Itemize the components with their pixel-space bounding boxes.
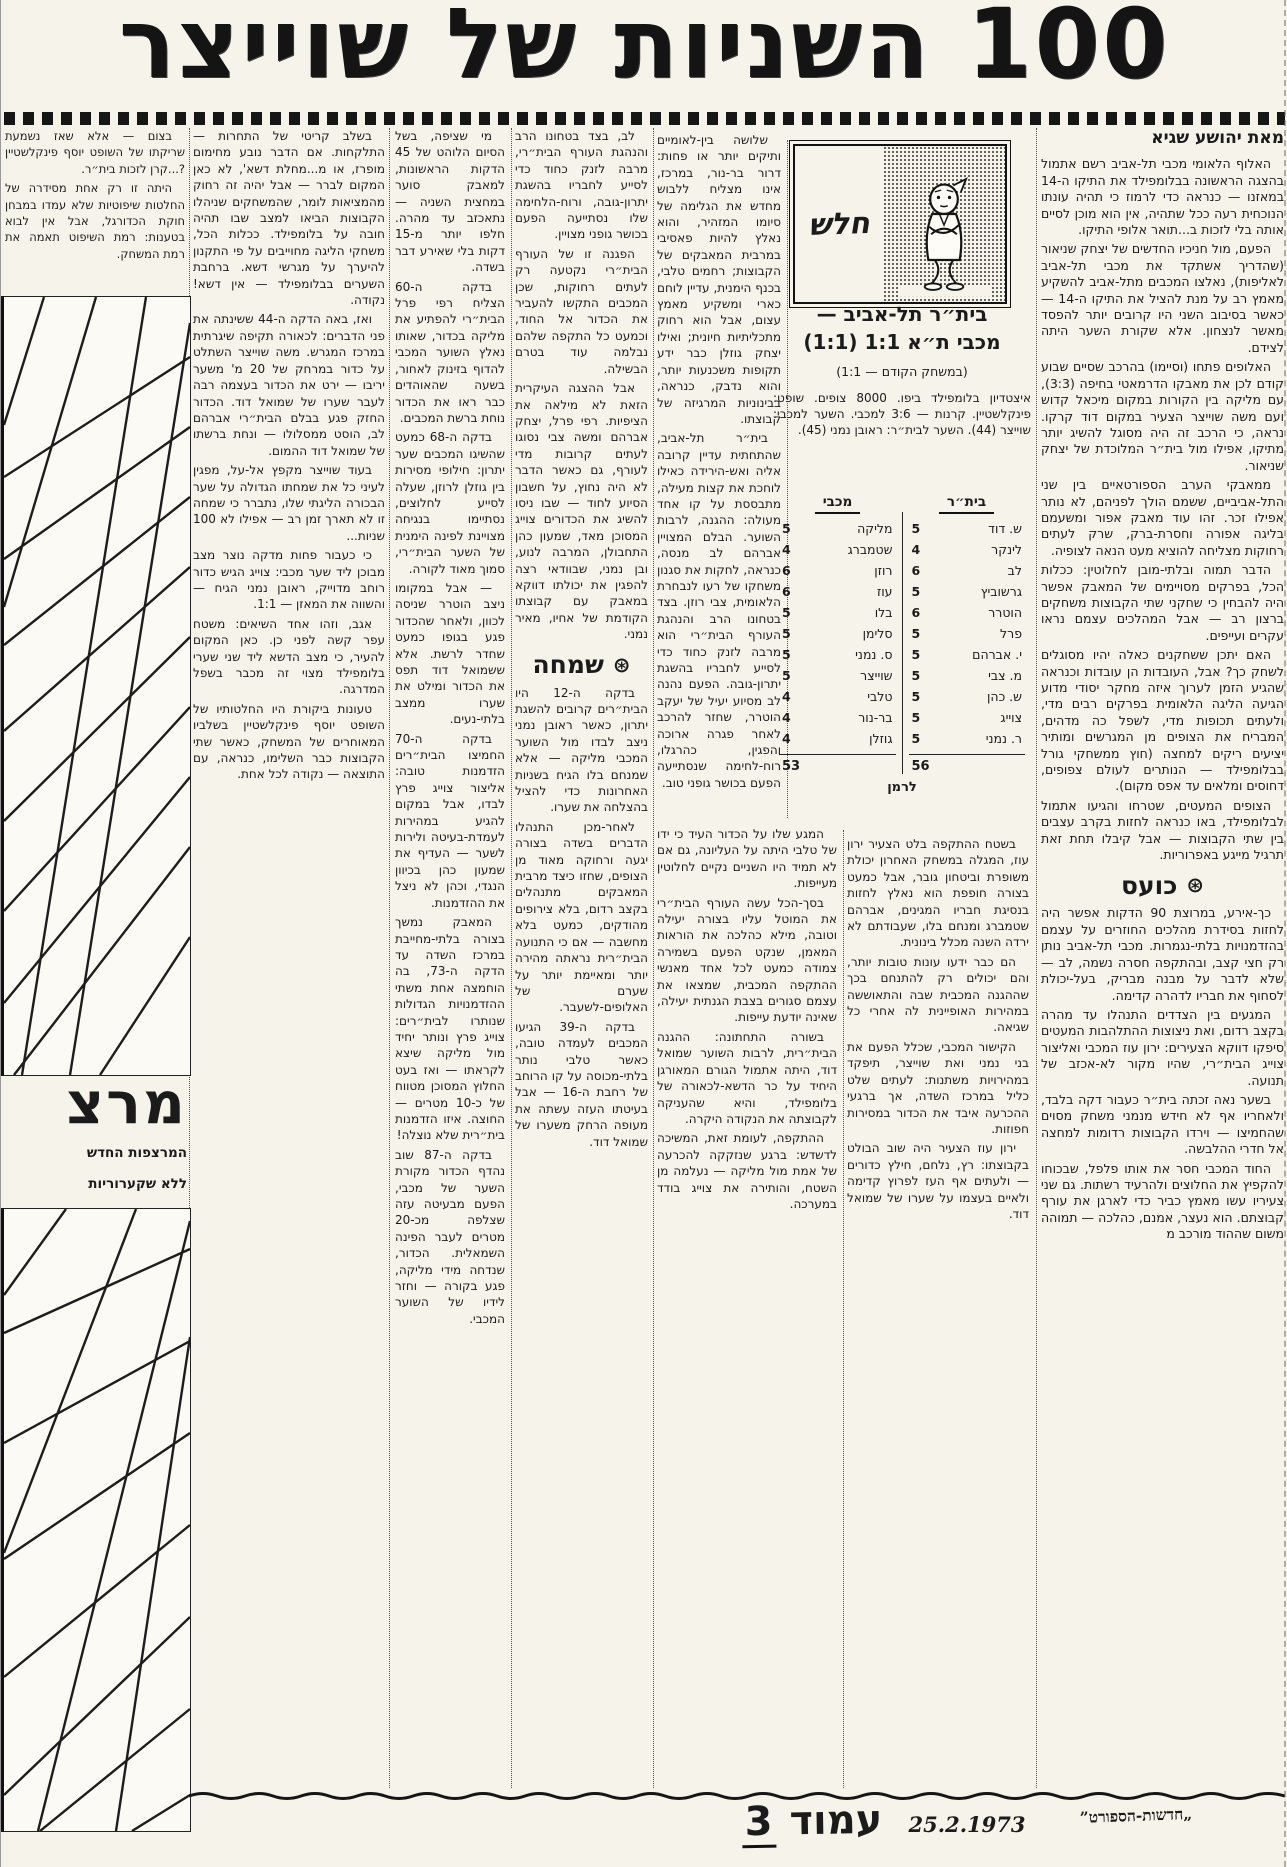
stadium-photo-top	[1, 296, 191, 1076]
report-body-top	[1041, 156, 1284, 863]
player-rating-row: גרשוביץ 5	[911, 584, 1022, 599]
player-rating-row: ר. נמני 5	[911, 731, 1022, 746]
column-defense-review	[515, 128, 648, 1790]
cartoon-box	[789, 140, 1011, 308]
paragraph: כי כעבור פחות מדקה נוצר מצב מבוכן ליד שער מכבי: צוייג הגיש כדור רוחב מדוייק, ראובן נמני הגיח — והשווה את המאזן — 1:1.	[193, 548, 385, 612]
paragraph: בעוד שוייצר מקפץ אל-על, מפגין לעיני כל את שמחתו הגדולה על שער הבכורה הליגתי שלו, נתברר כי שמחה זו לא תארך זמן רב — אפילו לא 100 שניות...	[193, 463, 385, 543]
player-rating-row: גוזלן 4	[782, 731, 893, 746]
cartoon-frame	[793, 144, 1007, 304]
paragraph: היתה זו רק אחת מסידרה של החלטות שיפוטיות שלא עמדו במבחן חוקת הכדורגל, אבל אין לבוא בטענות: רמת השיפוט תאמה את רמת המשחק.	[5, 181, 185, 261]
paragraph: הפעם, מול חניכיו החדשים של יצחק שניאור (שהדריך אשתקד את מכבי תל-אביב לאליפות), נאלצו המכבים מתל-אביב להשקיע מאמץ רב על מנת להציל את התיקו ה-14 — כאשר בסיבוב השני היו קרובים יותר להפסד מאשר לנצחון. אלא שקורת השער היתה לצידם.	[1041, 241, 1284, 355]
column-analysis-top	[657, 132, 781, 820]
team-total-maccabi: 53	[779, 754, 896, 774]
paragraph: בדקה ה-39 הגיעו המכבים לעמדה טובה, כאשר טלבי נותר בלתי-מכוסה על קו הרוחב של רחבת ה-16 — אבל בעיטתו העזה עשתה את מעופה הרחק משערו של שמואל דוד.	[515, 1019, 648, 1149]
column-divider	[389, 128, 390, 1788]
column-divider	[653, 128, 654, 1788]
player-rating-row: ש. כהן 5	[911, 689, 1022, 704]
newspaper-name: „חדשות-הספורט”	[1079, 1804, 1193, 1827]
paragraph: הם כבר ידעו עונות טובות יותר, והם יכולים רק להתנחם בכך שההגנה המכבית שבה והתאוששה במהירות האופיינית לה אחרי כל שגיאה.	[847, 954, 1029, 1035]
match-title-home: בית״ר תל-אביב —	[816, 302, 988, 326]
player-ratings-table	[773, 494, 1031, 795]
player-rating-row: הוטרר 6	[911, 605, 1022, 620]
flower-ornament-icon: ⊛	[1186, 873, 1204, 898]
ratings-column-beitar	[902, 512, 1032, 774]
paragraph: בשער נאה זכתה בית״ר כעבור דקה בלבד, ולאחריו אף לא חידש מנמני משחק מסוים שהחמיצו — וירדו הקבוצות רדומות למחצה אל חדרי ההלבשה.	[1041, 1091, 1284, 1157]
paragraph: — אבל במקומו ניצב הוטרר שניסה לכוון, ולאחר שהכדור פגע בגופו כמעט שחדר לרשת. אלא ששמואל דוד תפס את הכדור ומילט את שערו ממצב בלתי-נעים.	[395, 580, 505, 727]
paragraph: לאחר-מכן התנהלו הדברים בשדה בצורה יגעה ורחוקה מאוד מן הצופים, שחזו כיצד מרבית המאבקים מתנהלים בקצב רדום, בלא צירופים מהודקים, כמעט בלא מחשבה — אם כי התנועה הבית״רית נראתה מהירה יותר ומאיימת יותר על שערם של האלופים-לשעבר.	[515, 819, 648, 1015]
paragraph: המגעים בין הצדדים התנהלו עד מהרה בקצב רדום, ואת ניצוצות ההתלהבות המעטים סיפקו דווקא הצעירים: ירון עוז המכבי ואליצור צוייג הבית״רי, שהיו מקור לא-אכזב של תנועה.	[1041, 1006, 1284, 1088]
player-rating-row: שוייצר 5	[782, 668, 893, 683]
paragraph: האם יתכן ששחקנים כאלה יהיו מסוגלים לשחק כך? אבל, העובדות הן עובדות וכנראה שהגיע הזמן לערוך איזה מחקר יסודי מדוע הגיעה הליגה הלאומית בפרקים רבים מדי, ולעתים תכופות מדי, לשפל כה מדהים, המבריח את הצופים מן המגרשים ומותיר יציעים ריקים למחצה (חוץ ממשחקי גורל בבלומפילד — הנותרים לעולם צפופים, דחוסים ומלאים עד אפס מקום).	[1041, 647, 1284, 794]
page-number	[727, 1797, 898, 1846]
paragraph: בדקה ה-12 היו הבית״רים קרובים להשגת יתרון, כאשר ראובן נמני ניצב לבדו מול השוער המכבי מליקה — אלא שמנחם בלו הגיח בשניות האחרונות כדי להציל בהצלחה את שערו.	[515, 685, 648, 815]
player-rating-row: סלימן 5	[782, 626, 893, 641]
section-heading-label: שמחה	[532, 649, 604, 679]
ratings-header-row	[773, 494, 1031, 512]
column-attack-review	[847, 836, 1029, 1790]
paragraph: כך-אירע, במרוצת 90 הדקות אפשר היה לחזות בסידרת מהלכים החוזרים על עצמם בהזדמנויות בלתי-נגמרות. מכבי תל-אביב נותן רק חצי קצב, ובהתקפה חסרה נשמה, לב — שלא לדבר על מבנה מבריק, בעל-יכולת לסחוף את חבריו לדהרה קדימה.	[1041, 905, 1284, 1003]
paragraph: בשורה התחתונה: ההגנה הבית״רית, לרבות השוער שמואל דוד, היתה אתמול הגורם המאורגן היחיד על כר הדשא-לכאורה של בלומפילד, והיא שהעניקה לקבוצתה את הנקודה היקרה.	[657, 1029, 837, 1126]
byline: מאת יהושע שגיא	[1151, 128, 1284, 148]
issue-date: 25.2.1973	[908, 1812, 1026, 1837]
paragraph: אבל ההצגה העיקרית הזאת לא מילאה את הציפיות. רפי פרל, יצחק אברהם ומשה צבי נסוגו לעתים קרובות מדי לעורף, גם כאשר הדבר לא היה נחוץ, על חשבון הסיוע לחוד — שבו ניסו להשיג את הכדורים צוייג המסוכן מאד, שמעון כהן התחבולן, המרבה לנוע, ובן נמני, שבוודאי רצה להפגין את יכולתו דווקא במאבק עם קבוצתו הקודמת של אחיו, מאיר נמני.	[515, 381, 648, 642]
report-body-bottom	[1041, 905, 1284, 1242]
paragraph: ואז, באה הדקה ה-44 ששינתה את פני הדברים: לכאורה תקיפה שיגרתית במרכז המגרש. משה שוייצר השתלט על כדור במרחק של 20 מ' משער יריבו — ירט את הכדור בעצמה רבה לעבר שערו של שמואל דוד. הכדור החזק פגע בבלם הבית״רי אברהם לב, הוסט ממסלולו — ונחת ברשתו של שמואל דוד ההמום.	[193, 312, 385, 458]
team-header-maccabi: מכבי	[773, 494, 902, 512]
team-header-beitar: בית״ר	[902, 494, 1031, 512]
paragraph: ממאבקי הערב הספורטאיים בין שני התל-אביביים, ששמם הולך לפניהם, לא נותר אפילו זכר. זהו עוד מאבק אפור ומשעמם בליגה אפורה וחסרת-ברק, שרק לעתים רחוקות מצליחה להוציא מעט הנאה לצופיה.	[1041, 477, 1284, 558]
paragraph: בשלב קריטי של התחרות — התלקחות. אם הדבר נובע מחימום מופרז, או מ...מחלת דשא', לא כאן המקום לברר — אבל יהיה זה רחוק מהמציאות לומר, שהמשחקים שניהלו הקבוצות הביאו למצב שבו תהיה חובה על בלומפילד. ככלות הכל, משחקי הליגה מחוייבים על פי התקנון להיערך על מגרשי דשא. ברחבת השערים בבלומפילד — אין דשא! נקודה.	[193, 129, 385, 308]
paragraph: בדקה ה-60 הצליח רפי פרל הבית״רי להפתיע את מליקה בכדור, שאותו נאלץ השוער המכבי להדוף בזינוק לאחור, בשעה שהאוהדים כבר ראו את הכדור נוחת ברשת המכבים.	[395, 279, 505, 425]
column-second-half	[193, 128, 385, 1790]
paragraph: הפגנה זו של העורף הבית״רי נקטעה רק לעתים רחוקות, שכן המכבים התקשו להעביר את הכדור אל החוד, וכמעט כל התקפה שלהם נבלמה עוד בטרם הבשילה.	[515, 246, 648, 376]
column-referee-note	[5, 128, 185, 296]
flower-ornament-icon: ⊛	[612, 652, 631, 677]
player-rating-row: לינקר 4	[911, 542, 1022, 557]
paragraph: בדקה ה-87 שוב נהדף הכדור מקורת השער של מכבי, הפעם מבעיטה עזה שצלפה מכ-20 מטרים לעבר הפינה השמאלית. הכדור, שנדחה מידי מליקה, פגע בקורה — וחזר לידיו של השוער המכבי.	[395, 1147, 505, 1326]
paragraph: הצופים המעטים, שטרחו והגיעו אתמול לבלומפילד, באו כנראה לחזות בקרב עצבים בין שתי הקבוצות — אבל קיבלו תחת זאת תרגיל מייגע באפרוריות.	[1041, 797, 1284, 863]
player-rating-row: ש. דוד 5	[911, 521, 1022, 536]
player-rating-row: טלבי 4	[782, 689, 893, 704]
player-rating-row: שטמברג 4	[782, 542, 893, 557]
player-rating-row: מליקה 5	[782, 521, 893, 536]
paragraph: המרצפות החדש	[86, 1144, 187, 1161]
paragraph: בשטח ההתקפה בלט הצעיר ירון עוז, המגלה במשחק האחרון יכולת משופרת וביטחון גובר, אבל כמעט בצורה חופפת הוא נאלץ לחזות בנסיגת חבריו המגינים, אברהם שטמברג ומנחם בלו, שעבודתם לא ירדה השנה מכלל בינונית.	[847, 837, 1029, 950]
weak-player-cartoon-icon	[883, 146, 1005, 302]
page-number-value: 3	[741, 1799, 776, 1849]
paragraph: בית״ר תל-אביב, שהתחתית עדיין קרובה אליה ואש-הירידה כאילו לוחכת את קצות מעילה, מתבססת על קו אחד מעולה: ההגנה, לרבות השוער. הבלם המצויין אברהם לב מנסה, כנראה, לחקות את סגנון משחקו של רעו לנבחרת הלאומית, צבי רוזן. בצד בטחונו הרב והנהגת העורף הבית״רי הוא מרבה לזנק כחוד כדי לסייע לחבריו בהשגת יתרון-גובה. הפעם נהנה לב מסיוע יעיל של יעקב הוטרר, שחזר להרכב לאחר פגרה ארוכה והפגין, כהרגלו, רוח-לחימה שנסתייעה הפעם בכושר גופני טוב.	[657, 431, 781, 790]
player-rating-row: צוייג 5	[911, 710, 1022, 725]
paragraph: טעונות ביקורת היו החלטותיו של השופט יוסף פינקלשטיין בשלביו המאוחרים של המשחק, כאשר שתי הקבוצות כבר השלימו, כנראה, עם התוצאה — נקודה לכל אחת.	[193, 701, 385, 782]
main-headline: 100 השניות של שוייצר	[118, 0, 1171, 100]
player-rating-row: לב 6	[911, 563, 1022, 578]
page-label: עמוד	[789, 1796, 883, 1845]
player-rating-row: מ. צבי 5	[911, 668, 1022, 683]
section-heading-label: כועס	[1121, 870, 1178, 900]
section-heading-simcha	[515, 649, 648, 679]
paragraph: המאבק נמשך בצורה בלתי-מחייבת במרכז השדה עד הדקה ה-73, בה הוחמצה אחת משתי ההזדמנויות הגדולות שנותרו לבית״רים: צוייג פרץ ונותר יחיד מול מליקה שיצא לקראתו — ואז בעט החלוץ המסוכן מטווח של כ-10 מטרים — החוצה. איזו הזדמנות בית״רית שלא נוצלה!	[395, 915, 505, 1143]
match-details: איצטדיון בלומפילד ביפו. 8000 צופים. שופט: פינקלשטיין. קרנות — 3:6 למכבי. השער למכבי: שוייצר (44). השער לבית״ר: ראובן נמני (45).	[773, 391, 1032, 437]
player-rating-row: רוזן 6	[782, 563, 893, 578]
paragraph: בסך-הכל עשה העורף הבית״רי את המוטל עליו בצורה יעילה וטובה, מילא כהלכה את הוראות המאמן, שנקט הפעם בשמירה צמודה כמעט לכל אחד מאנשי ההתקפה המכבית, שמצאו את עצמם סגורים בצבת הגנתית יעילה, שאינה יודעת עייפות.	[657, 895, 837, 1025]
previous-match-note: (במשחק הקודם — 1:1)	[836, 364, 968, 379]
stadium-photo-bottom	[1, 1208, 191, 1832]
paragraph: בדקה ה-68 כמעט שהשיגו המכבים שער יתרון: חילופי מסירות בין גוזלן לרוזן, שעלה לסייע לחלוצים, נסתיימו בנגיחה מצויינת לפינה הימנית של השער הבית״רי, סמוך מאוד לקורה.	[395, 430, 505, 576]
paragraph: הקישור המכבי, שכלל הפעם את בני נמני ואת שוייצר, תיפקד במהירויות משתנות: לעתים שלט כליל במרכז השדה, אך ברגעי ההכרעה איבד את הכדור במסירות חפוזות.	[847, 1039, 1029, 1136]
paragraph: אגב, וזהו אחד השיאים: משטח עפר קשה לפני כן. כאן המקום להעיר, כי מצב הדשא ליד שני שערי בלומפילד מצוי זה מכבר בשפל המדרגה.	[193, 616, 385, 697]
player-rating-row: פרל 5	[911, 626, 1022, 641]
player-rating-row: בר-נור 4	[782, 710, 893, 725]
column-divider	[843, 830, 844, 1788]
column-analysis-bottom	[657, 826, 837, 1790]
paragraph: האלופים פתחו (וסיימו) בהרכב שסיים שבוע קודם לכן את מאבקו הדרמאטי בחיפה (3:3), עם מליקה בין הקורות במקום מיכאל קדוש ועם משה שוייצר הצעיר במקום דוד קרקו. נראה, כי הרכב זה היה מסוגל להשיג יותר מתיקו, אפילו מול בית״ר המלוכדת של יצחק שניאור.	[1041, 359, 1284, 473]
player-rating-row: עוז 6	[782, 584, 893, 599]
paragraph: המגע שלו על הכדור העיד כי ידו של טלבי היתה על העליונה, גם אם לא תמיד היו השניים נקיים לחלוטין מעייפות.	[657, 827, 837, 891]
team-total-beitar: 56	[909, 754, 1026, 774]
column-minute-by-minute	[395, 128, 505, 1790]
player-rating-row: בלו 5	[782, 605, 893, 620]
column-main-report	[1041, 128, 1284, 1790]
ratings-footnote: לרמן	[887, 780, 917, 795]
paragraph: ההתקפה, לעומת זאת, המשיכה לדשדש: ברגע שנזקקה להכרעה של אמת מול מליקה — נעלמה מן השטח, והותירה את צוייג בודד במערכה.	[657, 1131, 837, 1211]
match-title-score: מכבי ת״א 1:1 (1:1)	[803, 330, 1001, 354]
paragraph: שלושה בין-לאומיים ותיקים יותר או פחות: דרור בר-נור, במרכז, אינו מצליח ללבוש מחדש את הגלימה של סיומו המזהיר, והוא נאלץ להיות פאסיבי במרבית המאבקים של הקבוצות; רחמים טלבי, בכנף הימנית, עדיין לוחם כארי ומשקיע מאמץ עצום, אבל הוא רחוק מתכליתיות חיונית; ואילו יצחק גוזלן כבר ידע תקופות משכנעות יותר, והוא נדבק, כנראה, בבינוניות המרגיזה של קבוצתו.	[657, 133, 781, 426]
ad-brand: מרצ	[66, 1076, 187, 1137]
paragraph: בצום — אלא שאז נשמעת שריקתו של השופט יוסף פינקלשטיין ?...קרן לזכות בית״ר.	[5, 129, 185, 176]
ornamental-square-rule	[4, 112, 1285, 125]
player-rating-row: ס. נמני 5	[782, 647, 893, 662]
paragraph: החוד המכבי חסר את אותו פלפל, שבכוחו להקפיץ את החלוצים ולהרעיד רשתות. גם שני צעיריו עשו מאמץ כביר כדי לארגן את עורף קבוצתם. הוא נעצר, אמנם, כהלכה — תמוהה משום שההוד מורכב מ	[1041, 1160, 1284, 1242]
section-heading-koes	[1041, 870, 1284, 900]
paragraph: בדקה ה-70 החמיצו הבית״רים הזדמנות טובה: אליצור צוייג פרץ לבדו, אבל במקום להגיע במהירות לעמדת-בעיטה ולירות לשער — העדיף את שמעון כהן בכיוון הנגדי, וכהן לא ניצל את ההזדמנות.	[395, 731, 505, 910]
paragraph: האלוף הלאומי מכבי תל-אביב רשם אתמול בהצגה הראשונה בבלומפילד את התיקו ה-14 במאזנו — כנראה כדי לרמוז כי תהיה עונתו הנוכחית רעה ככל שתהיה, אין הוא מוכן לסיים אותה בלי לזכות ב...תואר אלופי התיקו.	[1041, 156, 1284, 238]
cartoon-caption: חלש	[807, 205, 871, 243]
paragraph: הדבר תמוה ובלתי-מובן לחלוטין: ככלות הכל, בפרקים מסויימים של המאבק אפשר היה להבחין כי שחקני שתי הקבוצות משחקים ברצון רב — אבל המהלכים עצמם נראו עקרים ועייפים.	[1041, 562, 1284, 643]
paragraph: ללא שקערוריות	[88, 1176, 187, 1192]
column-divider	[1036, 128, 1037, 1788]
ratings-column-maccabi	[773, 512, 902, 774]
paragraph: לב, בצד בטחונו הרב והנהגת העורף הבית״רי, מרבה לזנק כחוד כדי לסייע לחבריו בהשגת יתרון-גובה, ורוח-הלחימה שלו נסתייעה הפעם בכושר גופני מצויין.	[515, 129, 648, 242]
paragraph: מי שציפה, בשל הסיום הלוהט של 45 הדקות הראשונות, למאבק סוער במחצית השניה — נתאכזב עד מהרה. חלפו יותר מ-15 דקות בלי שאירע דבר בשדה.	[395, 129, 505, 275]
paragraph: ירון עוז הצעיר היה שוב הבולט בקבוצתו: רץ, נלחם, חילץ כדורים — ולעתים אף העז לפרוץ קדימה ולאיים בעצמו על שערו של שמואל דוד.	[847, 1141, 1029, 1221]
column-divider	[511, 128, 512, 1788]
player-rating-row: י. אברהם 5	[911, 647, 1022, 662]
